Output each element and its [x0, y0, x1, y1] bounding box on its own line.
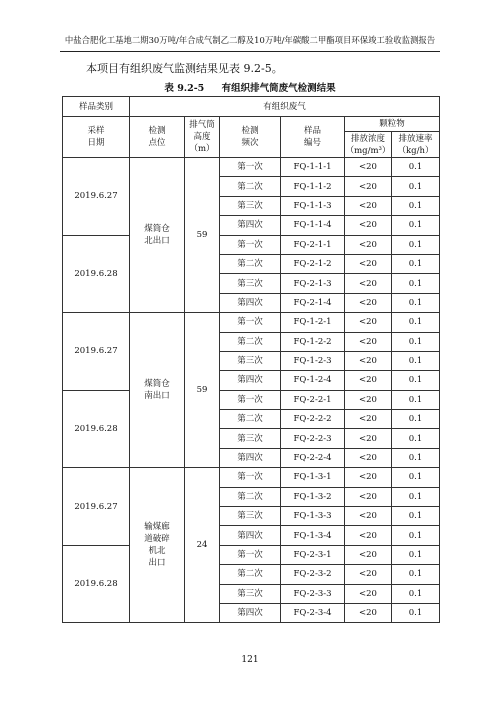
sample-code-text: FQ-2-1-2 — [293, 259, 332, 270]
emission-rate — [392, 293, 440, 312]
table-row — [63, 235, 440, 254]
frequency-text: 第二次 — [237, 414, 263, 425]
monitoring-point-text: 输煤廊 道破碎 机北 出口 — [144, 522, 170, 569]
intro-paragraph: 本项目有组织废气监测结果见表 9.2-5。 — [86, 62, 283, 75]
col-header-height — [185, 117, 220, 158]
frequency-text: 第三次 — [237, 511, 263, 522]
table-row — [63, 545, 440, 564]
concentration — [345, 216, 392, 235]
sample-code-text: FQ-1-2-4 — [293, 375, 332, 386]
concentration — [345, 177, 392, 196]
emission-rate — [392, 254, 440, 273]
sample-code — [281, 584, 345, 603]
concentration — [345, 235, 392, 254]
sample-code-text: FQ-1-3-3 — [293, 511, 332, 522]
emission-rate-text: 0.1 — [408, 259, 423, 270]
sample-code-text: FQ-2-3-1 — [293, 550, 332, 560]
sample-code — [281, 313, 345, 332]
concentration-text: <20 — [359, 220, 377, 231]
emission-rate-text: 0.1 — [408, 608, 423, 619]
page-number: 121 — [241, 655, 259, 665]
monitoring-point-text: 煤筒仓 南出口 — [144, 379, 170, 402]
emission-rate — [392, 177, 440, 196]
frequency-text: 第二次 — [237, 259, 263, 270]
sample-code — [281, 507, 345, 526]
emission-rate-text: 0.1 — [408, 278, 423, 289]
sample-code-text: FQ-2-1-4 — [293, 297, 332, 308]
concentration-text: <20 — [359, 550, 377, 560]
sample-code-text: FQ-2-3-3 — [293, 588, 332, 599]
frequency — [220, 274, 281, 293]
concentration — [345, 487, 392, 506]
monitoring-point — [130, 468, 185, 623]
concentration-text: <20 — [359, 317, 377, 328]
sample-code-text: FQ-1-3-4 — [293, 530, 332, 541]
frequency-text: 第三次 — [237, 588, 263, 599]
col-header-concentration — [345, 132, 392, 158]
frequency-text: 第二次 — [237, 181, 263, 192]
sample-code-text: FQ-2-2-2 — [293, 414, 332, 425]
col-header-date — [63, 117, 130, 158]
concentration — [345, 410, 392, 429]
emission-rate-text: 0.1 — [408, 530, 423, 541]
frequency-text: 第一次 — [237, 472, 263, 483]
concentration-text: <20 — [359, 588, 377, 599]
sampling-date-text: 2019.6.27 — [74, 501, 118, 512]
concentration — [345, 429, 392, 448]
frequency-text: 第四次 — [237, 530, 263, 541]
emission-rate — [392, 429, 440, 448]
stack-height-text: 59 — [196, 230, 208, 241]
concentration-text: <20 — [359, 162, 377, 173]
emission-rate-text: 0.1 — [408, 356, 423, 367]
sample-code — [281, 487, 345, 506]
frequency-text: 第二次 — [237, 491, 263, 502]
emission-rate — [392, 158, 440, 177]
concentration-text: <20 — [359, 608, 377, 619]
frequency — [220, 565, 281, 584]
emission-results-table — [62, 96, 440, 623]
col-header-date-text: 采样 日期 — [87, 126, 105, 148]
frequency — [220, 235, 281, 254]
concentration — [345, 468, 392, 487]
sample-code — [281, 235, 345, 254]
frequency-text: 第四次 — [237, 220, 263, 231]
concentration — [345, 274, 392, 293]
concentration-text: <20 — [359, 336, 377, 347]
concentration — [345, 545, 392, 564]
sampling-date — [63, 235, 130, 313]
frequency — [220, 545, 281, 564]
concentration-text: <20 — [359, 239, 377, 250]
emission-rate — [392, 371, 440, 390]
frequency — [220, 507, 281, 526]
stack-height — [185, 158, 220, 313]
sample-code — [281, 390, 345, 409]
concentration — [345, 507, 392, 526]
sampling-date-text: 2019.6.27 — [74, 346, 118, 357]
sampling-date-text: 2019.6.28 — [74, 423, 118, 434]
concentration-text: <20 — [359, 181, 377, 192]
emission-rate — [392, 565, 440, 584]
sample-code-text: FQ-1-1-2 — [293, 181, 332, 192]
concentration-text: <20 — [359, 356, 377, 367]
sample-code-text: FQ-1-3-1 — [293, 472, 332, 483]
sample-code-text: FQ-2-2-1 — [293, 394, 332, 405]
sample-code-text: FQ-2-2-3 — [293, 433, 332, 444]
sample-code-text: FQ-2-3-4 — [293, 608, 332, 619]
concentration-text: <20 — [359, 569, 377, 580]
frequency — [220, 177, 281, 196]
monitoring-point — [130, 158, 185, 313]
concentration — [345, 584, 392, 603]
sample-code-text: FQ-1-1-1 — [293, 162, 332, 173]
emission-rate-text: 0.1 — [408, 394, 423, 405]
frequency — [220, 390, 281, 409]
frequency — [220, 429, 281, 448]
emission-rate-text: 0.1 — [408, 491, 423, 502]
concentration — [345, 332, 392, 351]
sample-type-label: 样品类别 — [63, 97, 130, 117]
emission-rate-text: 0.1 — [408, 220, 423, 231]
emission-rate-text: 0.1 — [408, 588, 423, 599]
concentration — [345, 526, 392, 545]
concentration — [345, 196, 392, 215]
concentration — [345, 565, 392, 584]
sample-code — [281, 448, 345, 467]
sampling-date — [63, 468, 130, 546]
emission-rate-text: 0.1 — [408, 200, 423, 211]
frequency — [220, 487, 281, 506]
sample-code-text: FQ-2-2-4 — [293, 453, 332, 464]
emission-rate-text: 0.1 — [408, 414, 423, 425]
sampling-date — [63, 158, 130, 236]
emission-rate — [392, 196, 440, 215]
sample-code — [281, 603, 345, 622]
emission-rate — [392, 468, 440, 487]
sample-code — [281, 410, 345, 429]
frequency — [220, 468, 281, 487]
col-header-sample-code-text: 样品 编号 — [303, 126, 321, 148]
frequency-text: 第四次 — [237, 375, 263, 386]
concentration-text: <20 — [359, 491, 377, 502]
frequency-text: 第四次 — [237, 608, 263, 619]
emission-rate — [392, 507, 440, 526]
frequency — [220, 158, 281, 177]
emission-rate-text: 0.1 — [408, 569, 423, 580]
emission-rate — [392, 216, 440, 235]
emission-rate-text: 0.1 — [408, 433, 423, 444]
sampling-date — [63, 390, 130, 468]
sample-code — [281, 351, 345, 370]
emission-rate — [392, 235, 440, 254]
col-header-particulate-text: 颗粒物 — [379, 119, 405, 129]
col-header-frequency-text: 检测 频次 — [241, 126, 259, 148]
frequency-text: 第一次 — [237, 317, 263, 328]
sample-code-text: FQ-1-3-2 — [293, 491, 332, 502]
sample-code — [281, 468, 345, 487]
concentration-text: <20 — [359, 472, 377, 483]
frequency — [220, 603, 281, 622]
running-header: 中盐合肥化工基地二期30万吨/年合成气制乙二醇及10万吨/年碳酸二甲酯项目环保竣工验收监测报告 — [60, 33, 440, 52]
concentration-text: <20 — [359, 433, 377, 444]
emission-rate-text: 0.1 — [408, 181, 423, 192]
table-row — [63, 313, 440, 332]
sample-code — [281, 429, 345, 448]
frequency-text: 第三次 — [237, 356, 263, 367]
emission-rate-text: 0.1 — [408, 317, 423, 328]
concentration-text: <20 — [359, 200, 377, 211]
sampling-date-text: 2019.6.28 — [74, 579, 118, 590]
concentration — [345, 371, 392, 390]
sampling-date-text: 2019.6.27 — [74, 191, 118, 202]
sampling-date-text: 2019.6.28 — [74, 268, 118, 279]
sample-code — [281, 274, 345, 293]
frequency — [220, 448, 281, 467]
frequency-text: 第三次 — [237, 433, 263, 444]
frequency-text: 第一次 — [237, 162, 263, 173]
col-header-concentration-text: 排放浓度 （mg/m³） — [345, 133, 391, 156]
frequency-text: 第三次 — [237, 278, 263, 289]
emission-rate — [392, 351, 440, 370]
concentration-text: <20 — [359, 297, 377, 308]
emission-rate-text: 0.1 — [408, 550, 423, 560]
emission-rate — [392, 274, 440, 293]
concentration-text: <20 — [359, 259, 377, 270]
frequency — [220, 526, 281, 545]
sample-code — [281, 216, 345, 235]
sample-code-text: FQ-1-2-1 — [293, 317, 332, 328]
emission-rate — [392, 332, 440, 351]
concentration — [345, 603, 392, 622]
frequency-text: 第二次 — [237, 569, 263, 580]
emission-rate — [392, 390, 440, 409]
table-row — [63, 390, 440, 409]
frequency — [220, 313, 281, 332]
table-number: 表 9.2-5 — [164, 83, 205, 94]
sampling-date — [63, 545, 130, 623]
sample-code — [281, 545, 345, 564]
frequency — [220, 410, 281, 429]
frequency — [220, 371, 281, 390]
sample-code — [281, 254, 345, 273]
sample-code — [281, 565, 345, 584]
frequency-text: 第二次 — [237, 336, 263, 347]
col-header-sample-code — [281, 117, 345, 158]
concentration — [345, 390, 392, 409]
sample-code — [281, 158, 345, 177]
emission-rate — [392, 410, 440, 429]
concentration — [345, 448, 392, 467]
col-header-height-text: 排气筒 高度 （m） — [189, 120, 215, 154]
frequency-text: 第一次 — [237, 550, 263, 560]
table-title: 有组织排气筒废气检测结果 — [221, 83, 336, 94]
sample-code-text: FQ-2-3-2 — [293, 569, 332, 580]
sample-code-text: FQ-1-1-4 — [293, 220, 332, 231]
stack-height-text: 59 — [196, 385, 208, 396]
emission-rate — [392, 487, 440, 506]
sample-code-text: FQ-2-1-3 — [293, 278, 332, 289]
frequency — [220, 351, 281, 370]
monitoring-point-text: 煤筒仓 北出口 — [144, 224, 170, 247]
sample-code — [281, 177, 345, 196]
table-row — [63, 158, 440, 177]
concentration — [345, 158, 392, 177]
table-caption — [60, 80, 440, 94]
sample-type-text: 有组织废气 — [263, 101, 306, 112]
col-header-particulate — [345, 117, 440, 132]
emission-rate-text: 0.1 — [408, 453, 423, 464]
frequency — [220, 216, 281, 235]
emission-rate-text: 0.1 — [408, 336, 423, 347]
frequency — [220, 196, 281, 215]
frequency-text: 第四次 — [237, 453, 263, 464]
sample-code — [281, 371, 345, 390]
concentration — [345, 293, 392, 312]
frequency-text: 第一次 — [237, 239, 263, 250]
sample-code-text: FQ-1-2-2 — [293, 336, 332, 347]
sample-code — [281, 526, 345, 545]
emission-rate — [392, 603, 440, 622]
frequency-text: 第一次 — [237, 394, 263, 405]
sample-code — [281, 293, 345, 312]
concentration — [345, 351, 392, 370]
emission-rate-text: 0.1 — [408, 375, 423, 386]
emission-rate — [392, 448, 440, 467]
emission-rate-text: 0.1 — [408, 162, 423, 173]
sample-code-text: FQ-2-1-1 — [293, 239, 332, 250]
frequency-text: 第四次 — [237, 297, 263, 308]
concentration-text: <20 — [359, 278, 377, 289]
emission-rate-text: 0.1 — [408, 511, 423, 522]
emission-rate — [392, 584, 440, 603]
sample-code-text: FQ-1-1-3 — [293, 200, 332, 211]
emission-rate — [392, 313, 440, 332]
concentration-text: <20 — [359, 414, 377, 425]
sample-code — [281, 332, 345, 351]
stack-height-text: 24 — [196, 540, 208, 551]
stack-height — [185, 468, 220, 623]
sample-code-text: FQ-1-2-3 — [293, 356, 332, 367]
col-header-frequency — [220, 117, 281, 158]
emission-rate-text: 0.1 — [408, 239, 423, 250]
sample-code — [281, 196, 345, 215]
col-header-rate — [392, 132, 440, 158]
frequency — [220, 332, 281, 351]
stack-height — [185, 313, 220, 468]
emission-rate — [392, 526, 440, 545]
sampling-date — [63, 313, 130, 391]
concentration-text: <20 — [359, 530, 377, 541]
concentration-text: <20 — [359, 453, 377, 464]
frequency — [220, 584, 281, 603]
concentration — [345, 313, 392, 332]
col-header-point-text: 检测 点位 — [148, 126, 166, 148]
concentration-text: <20 — [359, 511, 377, 522]
concentration-text: <20 — [359, 394, 377, 405]
frequency — [220, 254, 281, 273]
frequency — [220, 293, 281, 312]
concentration — [345, 254, 392, 273]
emission-rate-text: 0.1 — [408, 472, 423, 483]
col-header-point — [130, 117, 185, 158]
table-row — [63, 468, 440, 487]
emission-rate-text: 0.1 — [408, 297, 423, 308]
sample-type-value — [130, 97, 440, 117]
concentration-text: <20 — [359, 375, 377, 386]
frequency-text: 第三次 — [237, 200, 263, 211]
emission-rate — [392, 545, 440, 564]
monitoring-point — [130, 313, 185, 468]
col-header-rate-text: 排放速率 （kg/h） — [397, 133, 434, 156]
